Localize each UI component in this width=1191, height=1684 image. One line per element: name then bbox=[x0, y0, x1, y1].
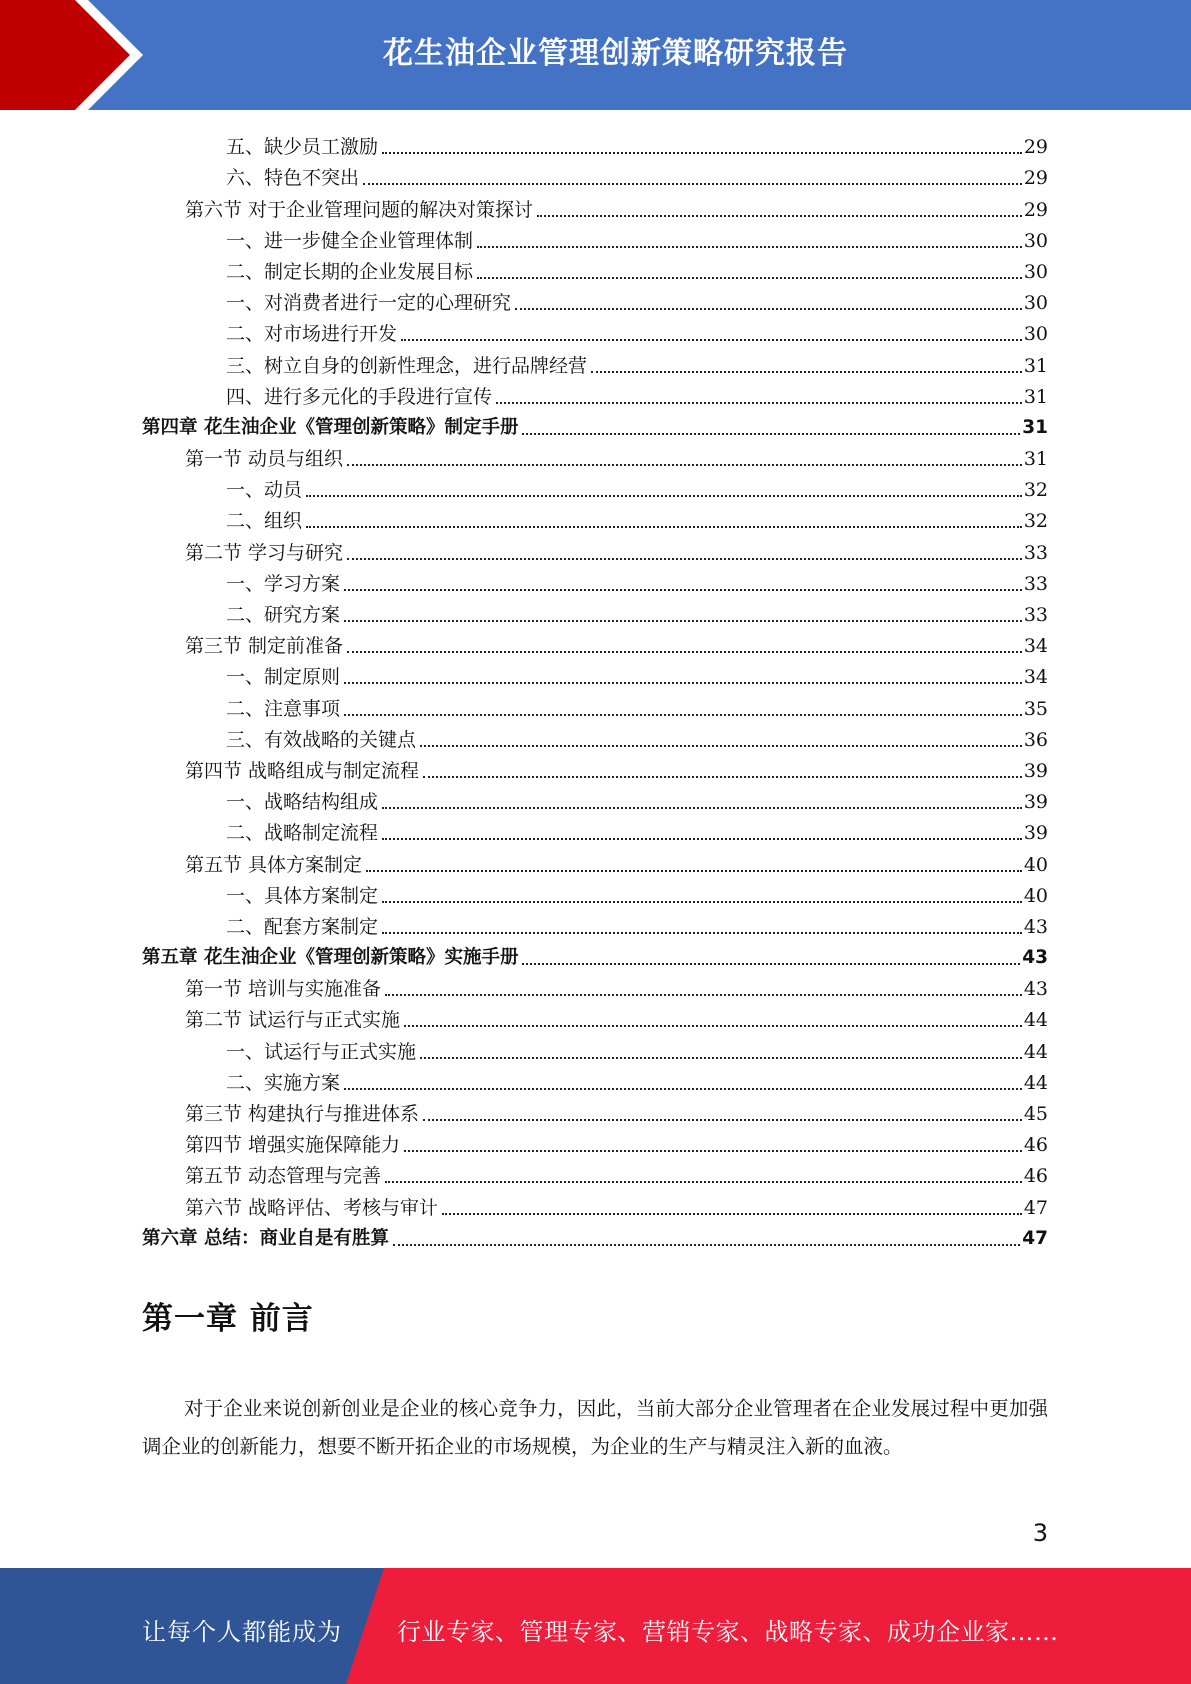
toc-page-number: 31 bbox=[1023, 448, 1048, 471]
toc-entry-text: 二、组织 bbox=[226, 510, 303, 533]
toc-dot-leader bbox=[344, 682, 1022, 684]
toc-page-number: 32 bbox=[1023, 479, 1048, 502]
toc-page-number: 30 bbox=[1023, 260, 1048, 283]
toc-dot-leader bbox=[393, 1244, 1020, 1246]
toc-subsection-entry[interactable] bbox=[142, 470, 1048, 501]
chapter-heading: 第一章 前言 bbox=[142, 1301, 314, 1337]
toc-subsection-entry[interactable] bbox=[142, 813, 1048, 844]
toc-subsection-entry[interactable] bbox=[142, 595, 1048, 626]
toc-section-entry[interactable] bbox=[142, 969, 1048, 1000]
toc-dot-leader bbox=[404, 1025, 1022, 1027]
toc-subsection-entry[interactable] bbox=[142, 657, 1048, 688]
toc-subsection-entry[interactable] bbox=[142, 876, 1048, 907]
toc-page-number: 46 bbox=[1023, 1134, 1048, 1157]
toc-chapter-entry[interactable] bbox=[142, 938, 1048, 969]
toc-dot-leader bbox=[347, 651, 1022, 653]
toc-subsection-entry[interactable] bbox=[142, 158, 1048, 189]
toc-page-number: 39 bbox=[1023, 791, 1048, 814]
toc-dot-leader bbox=[382, 932, 1022, 934]
toc-section-entry[interactable] bbox=[142, 1156, 1048, 1187]
toc-dot-leader bbox=[522, 433, 1020, 435]
toc-entry-text: 四、进行多元化的手段进行宣传 bbox=[226, 385, 493, 408]
toc-page-number: 44 bbox=[1023, 1040, 1048, 1063]
toc-section-entry[interactable] bbox=[142, 532, 1048, 563]
toc-dot-leader bbox=[382, 152, 1022, 154]
toc-page-number: 33 bbox=[1023, 572, 1048, 595]
toc-entry-text: 第二节 试运行与正式实施 bbox=[185, 1009, 401, 1032]
toc-dot-leader bbox=[382, 807, 1022, 809]
toc-entry-text: 第六章 总结：商业自是有胜算 bbox=[142, 1227, 389, 1249]
toc-page-number: 35 bbox=[1023, 697, 1048, 720]
page-header bbox=[0, 0, 1191, 110]
toc-subsection-entry[interactable] bbox=[142, 314, 1048, 345]
toc-section-entry[interactable] bbox=[142, 1094, 1048, 1125]
toc-entry-text: 一、制定原则 bbox=[226, 666, 341, 689]
toc-entry-text: 一、战略结构组成 bbox=[226, 791, 379, 814]
toc-entry-text: 二、制定长期的企业发展目标 bbox=[226, 260, 474, 283]
toc-entry-text: 一、具体方案制定 bbox=[226, 884, 379, 907]
toc-entry-text: 三、树立自身的创新性理念，进行品牌经营 bbox=[226, 354, 588, 377]
toc-page-number: 44 bbox=[1023, 1009, 1048, 1032]
toc-entry-text: 第三节 构建执行与推进体系 bbox=[185, 1103, 420, 1125]
toc-page-number: 33 bbox=[1023, 541, 1048, 564]
toc-entry-text: 一、动员 bbox=[226, 479, 303, 502]
toc-dot-leader bbox=[347, 464, 1022, 466]
toc-dot-leader bbox=[382, 901, 1022, 903]
toc-page-number: 30 bbox=[1023, 292, 1048, 315]
toc-dot-leader bbox=[385, 994, 1022, 996]
toc-entry-text: 第四节 战略组成与制定流程 bbox=[185, 759, 420, 782]
toc-subsection-entry[interactable] bbox=[142, 907, 1048, 938]
toc-dot-leader bbox=[423, 776, 1022, 778]
toc-entry-text: 第三节 制定前准备 bbox=[185, 635, 344, 658]
toc-page-number: 40 bbox=[1023, 853, 1048, 876]
toc-section-entry[interactable] bbox=[142, 189, 1048, 220]
toc-chapter-entry[interactable] bbox=[142, 1219, 1048, 1250]
toc-page-number: 34 bbox=[1023, 666, 1048, 689]
toc-dot-leader bbox=[404, 1150, 1022, 1152]
toc-dot-leader bbox=[477, 277, 1022, 279]
toc-page-number: 47 bbox=[1022, 1227, 1048, 1249]
table-of-contents bbox=[142, 127, 1048, 1250]
toc-page-number: 30 bbox=[1023, 229, 1048, 252]
toc-subsection-entry[interactable] bbox=[142, 688, 1048, 719]
toc-dot-leader bbox=[477, 246, 1022, 248]
toc-dot-leader bbox=[344, 1088, 1022, 1090]
toc-page-number: 39 bbox=[1023, 759, 1048, 782]
toc-section-entry[interactable] bbox=[142, 1000, 1048, 1031]
toc-page-number: 32 bbox=[1023, 510, 1048, 533]
toc-entry-text: 第四节 增强实施保障能力 bbox=[185, 1134, 401, 1157]
toc-entry-text: 第一节 动员与组织 bbox=[185, 448, 344, 471]
toc-page-number: 30 bbox=[1023, 323, 1048, 346]
toc-dot-leader bbox=[537, 215, 1022, 217]
toc-dot-leader bbox=[382, 838, 1022, 840]
toc-subsection-entry[interactable] bbox=[142, 1031, 1048, 1062]
footer-slogan-left: 让每个人都能成为 bbox=[142, 1618, 342, 1646]
toc-subsection-entry[interactable] bbox=[142, 221, 1048, 252]
toc-page-number: 29 bbox=[1023, 167, 1048, 190]
toc-dot-leader bbox=[347, 558, 1022, 560]
page-number: 3 bbox=[1032, 1519, 1048, 1547]
toc-page-number: 45 bbox=[1023, 1103, 1048, 1125]
toc-page-number: 43 bbox=[1022, 947, 1048, 969]
chapter-paragraph: 对于企业来说创新创业是企业的核心竞争力，因此，当前大部分企业管理者在企业发展过程中更加强调企业的创新能力，想要不断开拓企业的市场规模，为企业的生产与精灵注入新的血液。 bbox=[142, 1397, 1048, 1458]
toc-entry-text: 第二节 学习与研究 bbox=[185, 541, 344, 564]
toc-dot-leader bbox=[420, 1057, 1022, 1059]
footer-slogan-right: 行业专家、管理专家、营销专家、战略专家、成功企业家…… bbox=[397, 1618, 1059, 1646]
toc-entry-text: 二、配套方案制定 bbox=[226, 915, 379, 938]
toc-dot-leader bbox=[306, 526, 1022, 528]
toc-dot-leader bbox=[522, 963, 1020, 965]
toc-chapter-entry[interactable] bbox=[142, 408, 1048, 439]
toc-dot-leader bbox=[366, 870, 1022, 872]
toc-page-number: 47 bbox=[1023, 1196, 1048, 1219]
document-title: 花生油企业管理创新策略研究报告 bbox=[383, 36, 848, 71]
toc-subsection-entry[interactable] bbox=[142, 1063, 1048, 1094]
toc-page-number: 31 bbox=[1023, 385, 1048, 408]
toc-page-number: 34 bbox=[1023, 635, 1048, 658]
toc-entry-text: 五、缺少员工激励 bbox=[226, 136, 379, 159]
toc-page-number: 43 bbox=[1023, 978, 1048, 1001]
toc-dot-leader bbox=[306, 495, 1022, 497]
toc-subsection-entry[interactable] bbox=[142, 345, 1048, 376]
toc-page-number: 33 bbox=[1023, 604, 1048, 626]
toc-entry-text: 一、进一步健全企业管理体制 bbox=[226, 229, 474, 252]
toc-entry-text: 六、特色不突出 bbox=[226, 167, 360, 190]
toc-dot-leader bbox=[344, 620, 1022, 622]
toc-dot-leader bbox=[385, 1181, 1022, 1183]
toc-entry-text: 第五节 动态管理与完善 bbox=[185, 1165, 382, 1188]
toc-page-number: 31 bbox=[1023, 354, 1048, 377]
toc-subsection-entry[interactable] bbox=[142, 283, 1048, 314]
toc-dot-leader bbox=[591, 371, 1022, 373]
toc-entry-text: 一、对消费者进行一定的心理研究 bbox=[226, 292, 512, 315]
toc-section-entry[interactable] bbox=[142, 439, 1048, 470]
toc-section-entry[interactable] bbox=[142, 844, 1048, 875]
toc-page-number: 39 bbox=[1023, 822, 1048, 845]
toc-dot-leader bbox=[363, 183, 1022, 185]
toc-dot-leader bbox=[442, 1213, 1022, 1215]
toc-subsection-entry[interactable] bbox=[142, 127, 1048, 158]
toc-section-entry[interactable] bbox=[142, 751, 1048, 782]
toc-page-number: 43 bbox=[1023, 915, 1048, 938]
toc-page-number: 40 bbox=[1023, 884, 1048, 907]
toc-entry-text: 第六节 战略评估、考核与审计 bbox=[185, 1196, 439, 1219]
toc-page-number: 29 bbox=[1023, 198, 1048, 221]
toc-entry-text: 第一节 培训与实施准备 bbox=[185, 978, 382, 1001]
toc-entry-text: 第四章 花生油企业《管理创新策略》制定手册 bbox=[142, 416, 519, 438]
toc-entry-text: 一、学习方案 bbox=[226, 572, 341, 595]
toc-dot-leader bbox=[496, 402, 1022, 404]
toc-section-entry[interactable] bbox=[142, 626, 1048, 657]
toc-entry-text: 三、有效战略的关键点 bbox=[226, 728, 417, 751]
toc-section-entry[interactable] bbox=[142, 1187, 1048, 1218]
toc-entry-text: 一、试运行与正式实施 bbox=[226, 1040, 417, 1063]
toc-dot-leader bbox=[420, 745, 1022, 747]
toc-dot-leader bbox=[515, 308, 1022, 310]
toc-entry-text: 二、研究方案 bbox=[226, 604, 341, 626]
toc-section-entry[interactable] bbox=[142, 1125, 1048, 1156]
toc-entry-text: 二、战略制定流程 bbox=[226, 822, 379, 845]
toc-page-number: 36 bbox=[1023, 728, 1048, 751]
page-footer bbox=[0, 1568, 1191, 1684]
toc-entry-text: 第五章 花生油企业《管理创新策略》实施手册 bbox=[142, 947, 519, 969]
toc-page-number: 44 bbox=[1023, 1071, 1048, 1094]
toc-dot-leader bbox=[344, 714, 1022, 716]
toc-page-number: 46 bbox=[1023, 1165, 1048, 1188]
toc-dot-leader bbox=[344, 589, 1022, 591]
toc-subsection-entry[interactable] bbox=[142, 564, 1048, 595]
toc-entry-text: 二、注意事项 bbox=[226, 697, 341, 720]
toc-page-number: 31 bbox=[1022, 416, 1048, 438]
toc-entry-text: 二、实施方案 bbox=[226, 1071, 341, 1094]
toc-entry-text: 第五节 具体方案制定 bbox=[185, 853, 363, 876]
toc-dot-leader bbox=[401, 339, 1022, 341]
toc-subsection-entry[interactable] bbox=[142, 720, 1048, 751]
toc-entry-text: 第六节 对于企业管理问题的解决对策探讨 bbox=[185, 198, 534, 221]
toc-subsection-entry[interactable] bbox=[142, 252, 1048, 283]
toc-subsection-entry[interactable] bbox=[142, 501, 1048, 532]
toc-page-number: 29 bbox=[1023, 136, 1048, 159]
toc-subsection-entry[interactable] bbox=[142, 377, 1048, 408]
toc-dot-leader bbox=[423, 1119, 1022, 1121]
toc-entry-text: 二、对市场进行开发 bbox=[226, 323, 398, 346]
toc-subsection-entry[interactable] bbox=[142, 782, 1048, 813]
